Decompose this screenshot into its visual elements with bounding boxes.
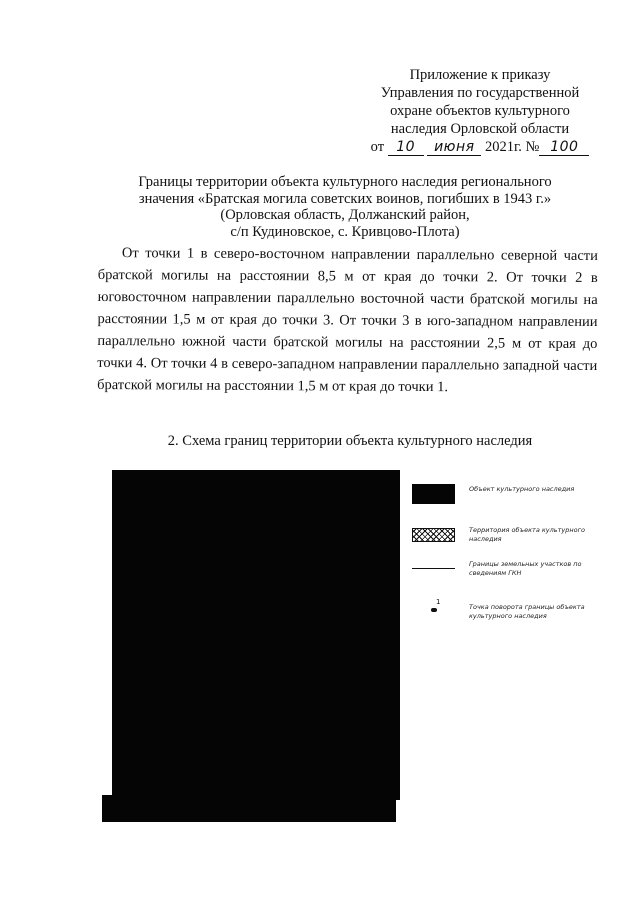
hatch-swatch	[412, 528, 455, 542]
boundary-line-swatch	[412, 568, 455, 569]
appendix-line: Управления по государственной	[380, 85, 580, 101]
object-fill-swatch	[412, 484, 455, 504]
order-date-line	[365, 138, 595, 156]
section-heading: 2. Схема границ территории объекта культурного наследия	[167, 433, 533, 449]
appendix-header	[365, 66, 595, 156]
title-line: с/п Кудиновское, с. Кривцово-Плота)	[230, 223, 460, 240]
point-marker	[431, 608, 437, 612]
title-line: значения «Братская могила советских воинов, погибших в 1943 г.»	[138, 190, 552, 207]
legend-label: Границы земельных участков по сведениям ГКН	[469, 560, 582, 577]
order-month: июня	[427, 140, 481, 156]
order-from-label: от	[370, 139, 385, 155]
scheme-image-bottom	[102, 795, 396, 822]
appendix-line: наследия Орловской области	[390, 121, 570, 137]
appendix-line: охране объектов культурного	[390, 103, 570, 119]
appendix-line: Приложение к приказу	[409, 67, 551, 83]
legend-label: Объект культурного наследия	[469, 485, 575, 493]
legend-label: Точка поворота границы объекта культурного наследия	[469, 603, 585, 620]
order-year-label: 2021г. №	[484, 139, 540, 155]
document-title	[125, 174, 565, 240]
point-number: 1	[436, 598, 441, 606]
turning-point-icon	[412, 598, 456, 616]
order-number: 100	[539, 140, 589, 156]
order-day: 10	[388, 140, 424, 156]
scheme-image	[112, 470, 400, 800]
title-line: (Орловская область, Должанский район,	[220, 207, 470, 223]
legend-label: Территория объекта культурного наследия	[469, 526, 586, 543]
boundary-description: От точки 1 в северо-восточном направлении параллельно северной части братской могилы на расстоянии 8,5 м от края до точки 2. От точки 2 в юговосточном направлении параллельно восточной части братской могилы на расстоянии 1,5 м от края до точки 3. От точки 3 в юго-западном направлении параллельно южной части братской могилы на расстоянии 2,5 м от края до точки 4. От точки 4 в северо-западном направлении параллельно западной части братской могилы на расстоянии 1,5 м от края до точки 1.	[97, 245, 598, 396]
title-line: Границы территории объекта культурного наследия регионального	[138, 174, 552, 190]
